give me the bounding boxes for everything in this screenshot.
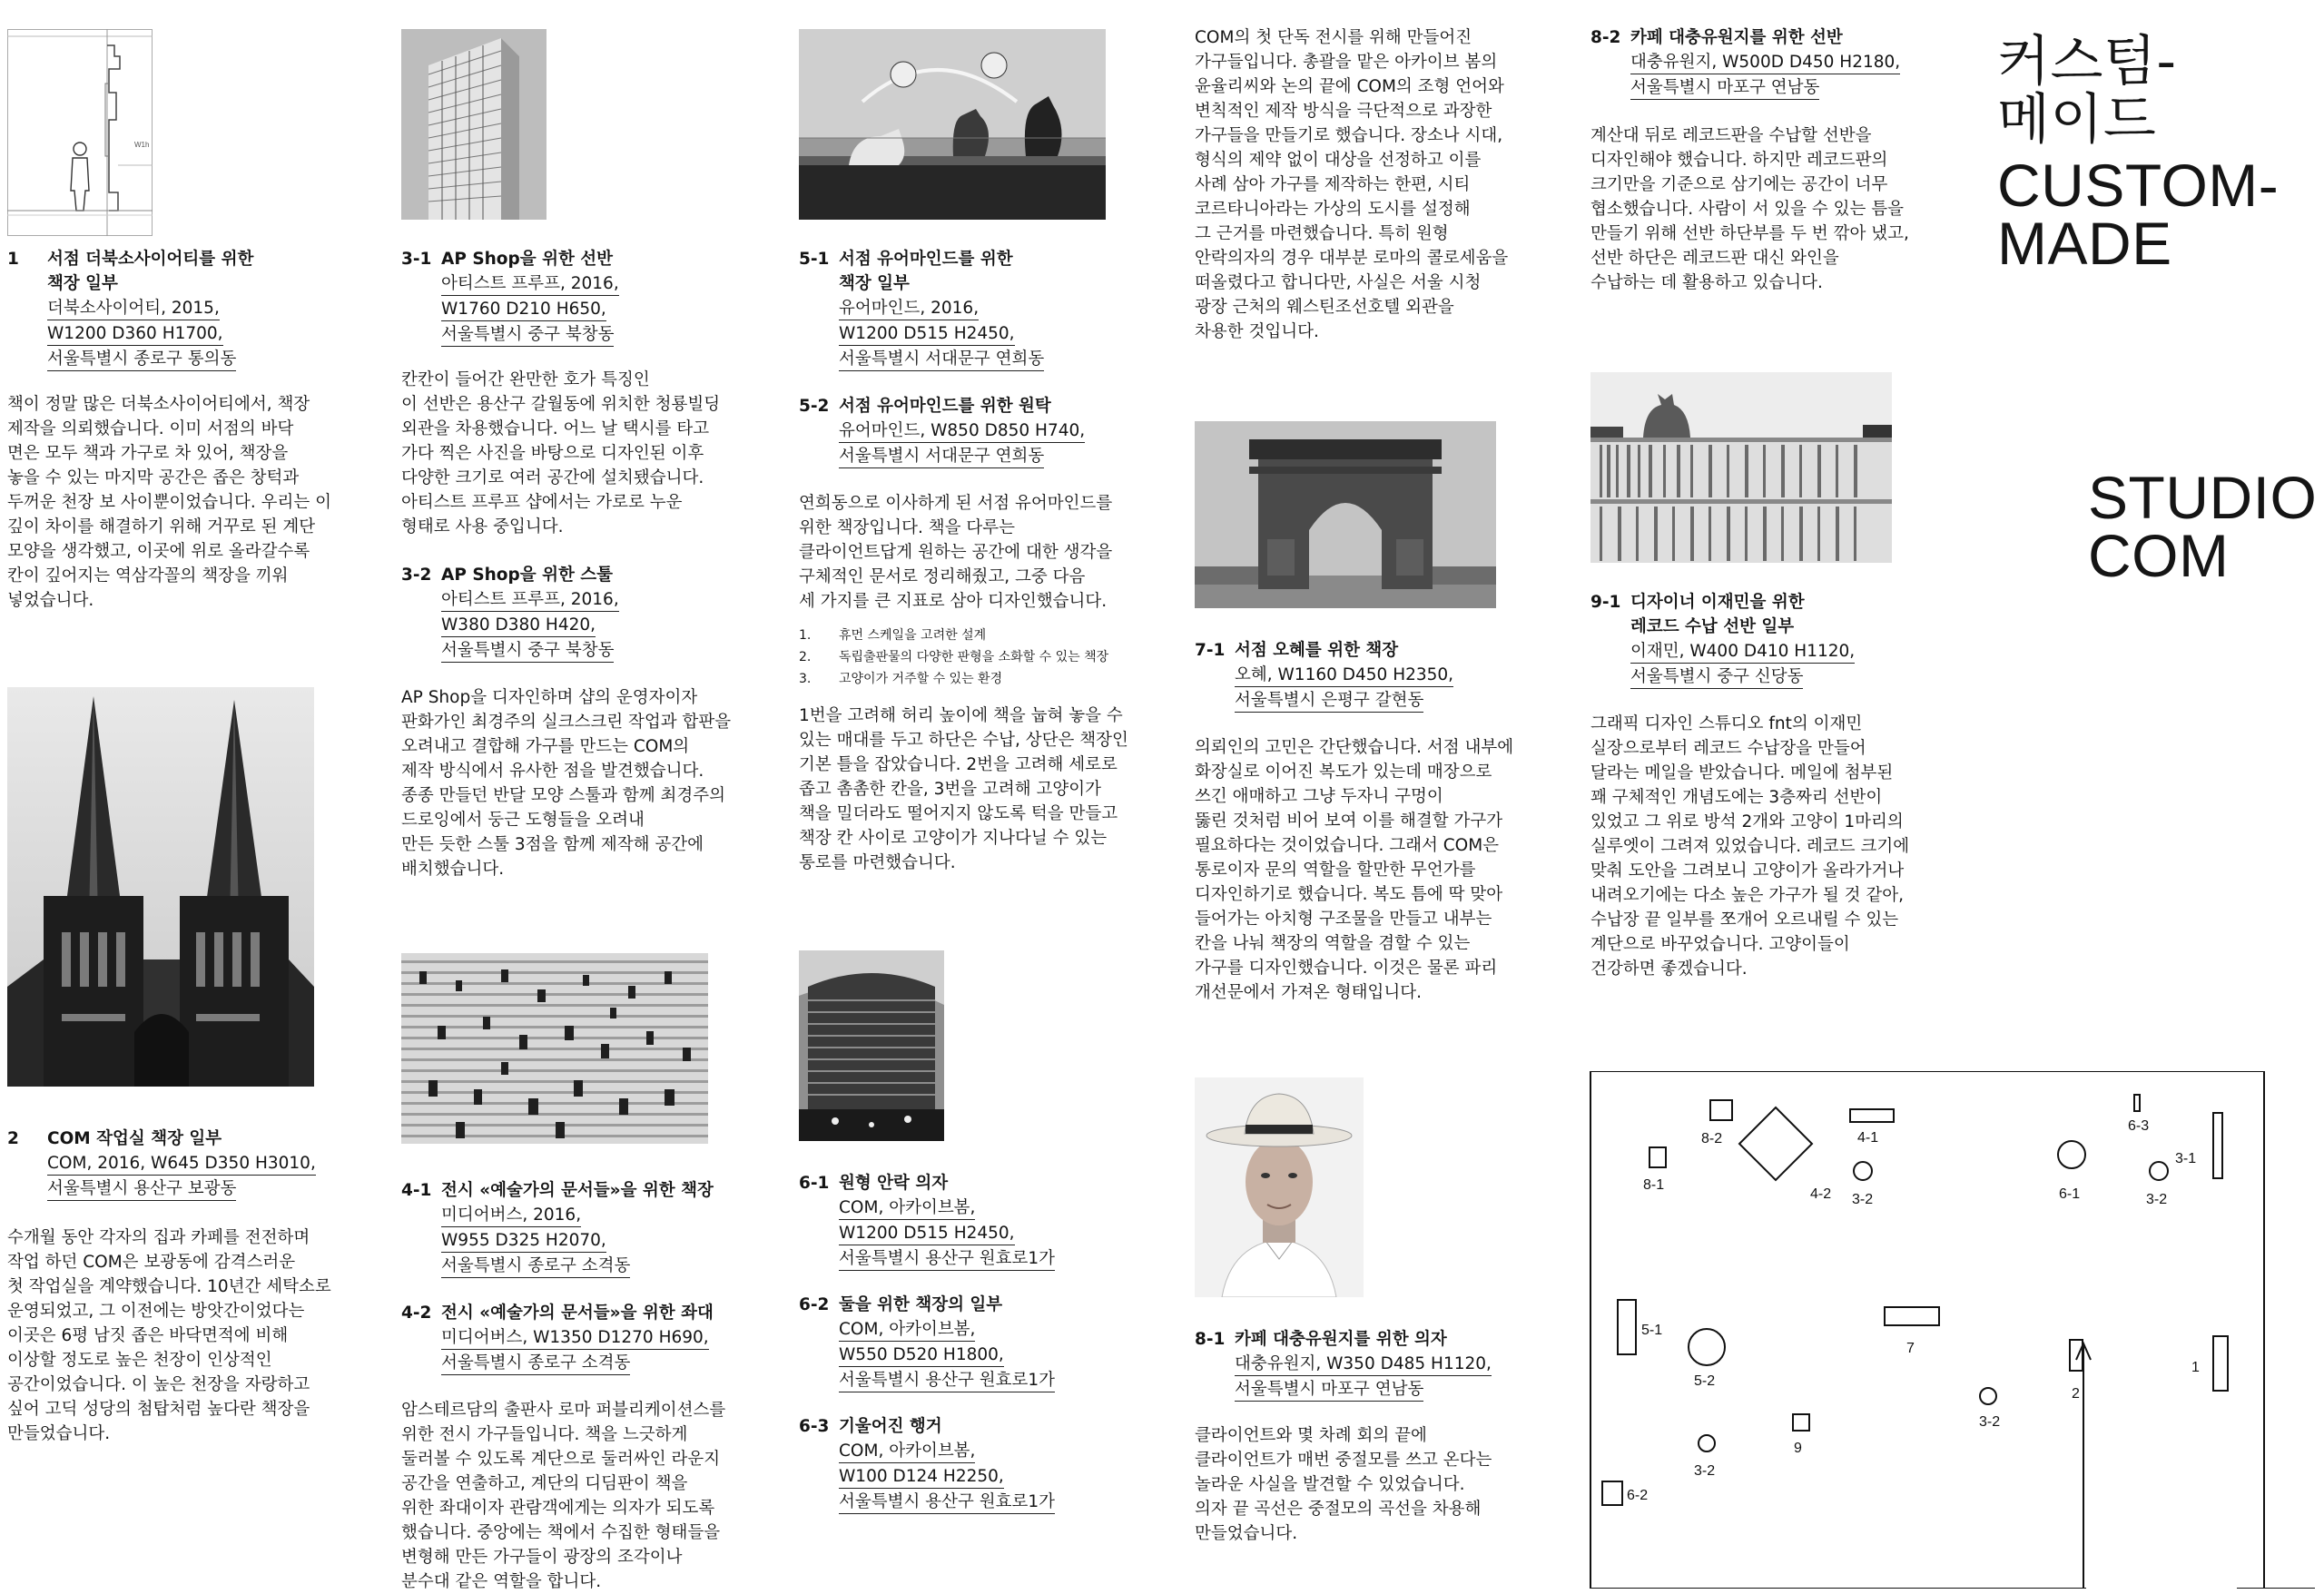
entry-4-1: 4-1 전시 «예술가의 문서들»을 위한 책장 미디어버스, 2016, W955 D325 H2070, 서울특별시 종로구 소격동 bbox=[401, 1178, 783, 1279]
title-english: CUSTOM- MADE bbox=[1997, 152, 2280, 277]
description-paragraph: 연희동으로 이사하게 된 서점 유어마인드를 위한 책장입니다. 책을 다루는 클라이언트답게 원하는 공간에 대한 생각을 구체적인 문서로 정리해줬고, 그중 다음 세 가지를 큰 지표로 삼아 디자인했습니다. bbox=[799, 494, 1113, 611]
map-label-3-2: 3-2 bbox=[1979, 1414, 2001, 1430]
map-label-5-2: 5-2 bbox=[1694, 1373, 1716, 1389]
map-label-8-1: 8-1 bbox=[1643, 1177, 1665, 1193]
entry-3-1: 3-1 AP Shop을 위한 선반 아티스트 프루프, 2016, W1760 D210 H650, 서울특별시 중구 북창동 bbox=[401, 247, 764, 348]
cats-in-window-photo bbox=[799, 29, 1106, 220]
map-label-6-1: 6-1 bbox=[2059, 1186, 2081, 1202]
hotel-tower-photo bbox=[799, 950, 944, 1141]
arc-de-triomphe-photo bbox=[1195, 421, 1496, 608]
sketch-label: W1h bbox=[134, 141, 150, 149]
description-paragraph: 수개월 동안 각자의 집과 카페를 전전하며 작업 하던 COM은 보광동에 감격스러운 첫 작업실을 계약했습니다. 10년간 세탁소로 운영되었고, 그 이전에는 방앗간이었다는 이곳은 6평 남짓 좁은 바닥면적에 비해 이상할 정도로 높은 천장이 인상적인 공간이었습니다. 이 높은 천장을 자랑하고 싶어 고딕 성당의 첨탑처럼 높다란 책장을 만들었습니다. bbox=[7, 1228, 331, 1443]
description-paragraph: 계산대 뒤로 레코드판을 수납할 선반을 디자인해야 했습니다. 하지만 레코드판의 크기만을 기준으로 삼기에는 공간이 너무 협소했습니다. 사람이 서 있을 수 있는 틈을 만들기 위해 선반 하단부를 두 번 깎아 냈고, 선반 하단은 레코드판 대신 와인을 수납하는 데 활용하고 있습니다. bbox=[1590, 126, 1909, 292]
description-paragraph: 칸칸이 들어간 완만한 호가 특징인 이 선반은 용산구 갈월동에 위치한 청룡빌딩 외관을 차용했습니다. 어느 날 택시를 타고 가다 찍은 사진을 바탕으로 디자인된 이후 다양한 크기로 여러 공간에 설치됐습니다. 아티스트 프루프 샵에서는 가로로 누운 형태로 사용 중입니다. bbox=[401, 370, 721, 536]
map-label-8-2: 8-2 bbox=[1701, 1131, 1723, 1146]
description-paragraph: 클라이언트와 몇 차례 회의 끝에 클라이언트가 매번 중절모를 쓰고 온다는 놀라운 사실을 발견할 수 있었습니다. 의자 끝 곡선은 중절모의 곡선을 차용해 만들었습니다. bbox=[1195, 1426, 1492, 1543]
map-label-3-2: 3-2 bbox=[1694, 1463, 1716, 1479]
map-label-5-1: 5-1 bbox=[1641, 1323, 1663, 1338]
entry-1: 1 서점 더북소사이어티를 위한 책장 일부 더북소사이어티, 2015, W1200 D360 H1700, 서울특별시 종로구 통의동 bbox=[7, 247, 370, 372]
title-korean: 커스텀- 메이드 bbox=[1997, 30, 2177, 152]
description-paragraph: AP Shop을 디자인하며 샵의 운영자이자 판화가인 최경주의 실크스크린 작업과 합판을 오려내고 결합해 가구를 만드는 COM의 제작 방식에서 유사한 점을 발견했습니다. 종종 만들던 반달 모양 스툴과 함께 최경주의 드로잉에서 둥근 도형들을 오려내 만든 듯한 스툴 3점을 함께 제작해 공간에 배치했습니다. bbox=[401, 688, 732, 879]
entry-9-1: 9-1 디자이너 이재민을 위한 레코드 수납 선반 일부 이재민, W400 D410 H1120, 서울특별시 중구 신당동 bbox=[1590, 590, 1972, 690]
entry-6-2: 6-2 둘을 위한 책장의 일부 COM, 아카이브봄, W550 D520 H1800, 서울특별시 용산구 원효로1가 bbox=[799, 1293, 1180, 1393]
map-label-6-2: 6-2 bbox=[1627, 1488, 1649, 1503]
entry-6-1: 6-1 원형 안락 의자 COM, 아카이브봄, W1200 D515 H2450, 서울특별시 용산구 원효로1가 bbox=[799, 1171, 1180, 1272]
man-in-hat-portrait-photo bbox=[1195, 1077, 1364, 1297]
office-building-photo bbox=[401, 29, 547, 220]
design-criteria-list: 1. 휴먼 스케일을 고려한 설계 2. 독립출판물의 다양한 판형을 소화할 수 있는 책장 3. 고양이가 거주할 수 있는 환경 bbox=[799, 628, 1109, 686]
map-label-9: 9 bbox=[1794, 1441, 1802, 1456]
map-label-6-3: 6-3 bbox=[2128, 1118, 2150, 1134]
entry-4-2: 4-2 전시 «예술가의 문서들»을 위한 좌대 미디어버스, W1350 D1270 H690, 서울특별시 종로구 소격동 bbox=[401, 1301, 783, 1376]
entry-5-2: 5-2 서점 유어마인드를 위한 원탁 유어마인드, W850 D850 H740, 서울특별시 서대문구 연희동 bbox=[799, 394, 1180, 469]
map-label-7: 7 bbox=[1906, 1341, 1915, 1356]
bookshelf-sketch-illustration bbox=[7, 29, 153, 236]
description-paragraph: COM의 첫 단독 전시를 위해 만들어진 가구들입니다. 총괄을 맡은 아카이브 봄의 윤율리씨와 논의 끝에 COM의 조형 언어와 변칙적인 제작 방식을 극단적으로 과장한 가구들을 만들기로 했습니다. 장소나 시대, 형식의 제약 없이 대상을 선정하고 이를 사례 삼아 가구를 제작하는 한편, 시티 코르타니아라는 가상의 도시를 설정해 그 근거를 마련했습니다. 특히 원형 안락의자의 경우 대부분 로마의 콜로세움을 떠올렸다고 합니다만, 사실은 서울 시청 광장 근처의 웨스틴조선호텔 외관을 차용한 것입니다. bbox=[1195, 28, 1509, 341]
map-label-1: 1 bbox=[2191, 1360, 2200, 1375]
map-label-2: 2 bbox=[2072, 1386, 2080, 1402]
map-label-3-2: 3-2 bbox=[1852, 1192, 1874, 1207]
gothic-cathedral-photo bbox=[7, 687, 314, 1087]
map-label-4-1: 4-1 bbox=[1857, 1130, 1879, 1146]
cat-on-record-shelf-photo bbox=[1590, 372, 1892, 563]
description-paragraph: 그래픽 디자인 스튜디오 fnt의 이재민 실장으로부터 레코드 수납장을 만들어 달라는 메일을 받았습니다. 메일에 첨부된 꽤 구체적인 개념도에는 3층짜리 선반이 있었고 그 위로 방석 2개와 고양이 1마리의 실루엣이 그려져 있었습니다. 레코드 크기에 맞춰 도안을 그려보니 고양이가 올라가거나 내려오기에는 다소 높은 가구가 될 것 같아, 수납장 끝 일부를 쪼개어 오르내릴 수 있는 계단으로 바꾸었습니다. 고양이들이 건강하면 좋겠습니다. bbox=[1590, 714, 1910, 979]
entry-6-3: 6-3 기울어진 행거 COM, 아카이브봄, W100 D124 H2250, 서울특별시 용산구 원효로1가 bbox=[799, 1414, 1180, 1515]
entry-5-1: 5-1 서점 유어마인드를 위한 책장 일부 유어마인드, 2016, W1200 D515 H2450, 서울특별시 서대문구 연희동 bbox=[799, 247, 1180, 372]
description-paragraph: 책이 정말 많은 더북소사이어티에서, 책장 제작을 의뢰했습니다. 이미 서점의 바닥 면은 모두 책과 가구로 차 있어, 책장을 놓을 수 있는 마지막 공간은 좁은 창턱과 두꺼운 천장 보 사이뿐이었습니다. 우리는 이 깊이 차이를 해결하기 위해 거꾸로 된 계단 모양을 생각했고, 이곳에 위로 올라갈수록 칸이 깊어지는 역삼각꼴의 책장을 끼워 넣었습니다. bbox=[7, 395, 331, 610]
description-paragraph: 의뢰인의 고민은 간단했습니다. 서점 내부에 화장실로 이어진 복도가 있는데 매장으로 쓰긴 애매하고 그냥 두자니 구멍이 뚫린 것처럼 비어 보여 이를 해결할 가구가 필요하다는 것이었습니다. 그래서 COM은 통로이자 문의 역할을 할만한 무언가를 디자인하기로 했습니다. 복도 틈에 딱 맞아 들어가는 아치형 구조물을 만들고 내부는 칸을 나눠 책장의 역할을 겸할 수 있는 가구를 디자인했습니다. 이것은 물론 파리 개선문에서 가져온 형태입니다. bbox=[1195, 738, 1514, 1002]
map-label-3-2: 3-2 bbox=[2146, 1192, 2168, 1207]
outdoor-steps-crowd-photo bbox=[401, 953, 708, 1144]
description-paragraph: 1번을 고려해 허리 높이에 책을 눕혀 놓을 수 있는 매대를 두고 하단은 수납, 상단은 책장인 기본 틀을 잡았습니다. 2번을 고려해 세로로 좁고 촘촘한 칸을, 3번을 고려해 고양이가 책을 밀더라도 떨어지지 않도록 턱을 만들고 책장 칸 사이로 고양이가 지나다닐 수 있는 통로를 마련했습니다. bbox=[799, 706, 1128, 872]
exhibition-floor-plan bbox=[1580, 1071, 2324, 1589]
studio-name: STUDIO COM bbox=[2088, 464, 2318, 589]
description-paragraph: 암스테르담의 출판사 로마 퍼블리케이션스를 위한 전시 가구들입니다. 책을 느긋하게 둘러볼 수 있도록 계단으로 둘러싸인 라운지 공간을 연출하고, 계단의 디딤판이 책을 위한 좌대이자 관람객에게는 의자가 되도록 했습니다. 중앙에는 책에서 수집한 형태들을 변형해 만든 가구들이 광장의 조각이나 분수대 같은 역할을 합니다. bbox=[401, 1401, 726, 1591]
entry-2: 2 COM 작업실 책장 일부 COM, 2016, W645 D350 H3010, 서울특별시 용산구 보광동 bbox=[7, 1127, 389, 1202]
entry-8-2: 8-2 카페 대충유원지를 위한 선반 대충유원지, W500D D450 H2180, 서울특별시 마포구 연남동 bbox=[1590, 25, 1972, 101]
entry-7-1: 7-1 서점 오혜를 위한 책장 오혜, W1160 D450 H2350, 서울특별시 은평구 갈현동 bbox=[1195, 638, 1576, 713]
map-label-4-2: 4-2 bbox=[1810, 1186, 1832, 1202]
map-label-3-1: 3-1 bbox=[2175, 1151, 2197, 1166]
entry-3-2: 3-2 AP Shop을 위한 스툴 아티스트 프루프, 2016, W380 D380 H420, 서울특별시 중구 북창동 bbox=[401, 563, 764, 664]
entry-8-1: 8-1 카페 대충유원지를 위한 의자 대충유원지, W350 D485 H1120, 서울특별시 마포구 연남동 bbox=[1195, 1327, 1576, 1402]
